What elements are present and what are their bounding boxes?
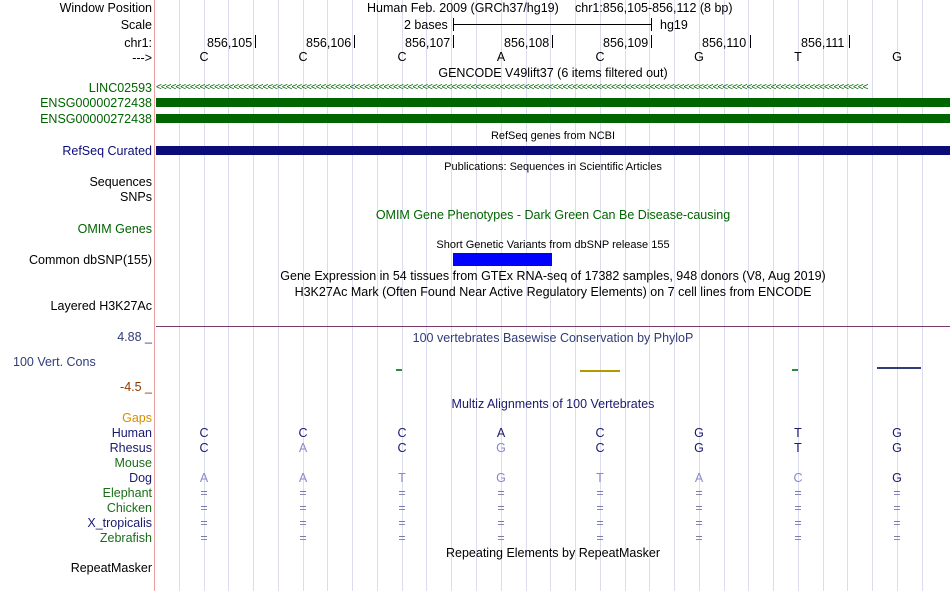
repeatmasker-label[interactable]: RepeatMasker [70,561,152,575]
alignment-base: = [398,516,406,530]
alignment-base: = [794,531,802,545]
alignment-base: G [892,426,902,440]
dbsnp-track-title[interactable]: Short Genetic Variants from dbSNP release 155 [436,239,670,251]
alignment-base: A [199,471,209,485]
alignment-base: T [794,426,802,440]
species-label[interactable]: Mouse [114,456,152,470]
alignment-base: = [299,531,307,545]
species-label[interactable]: Human [111,426,152,440]
alignment-base: = [398,501,406,515]
window-position-label: Window Position [59,1,152,15]
alignment-base: A [496,426,506,440]
alignment-base: G [694,441,704,455]
base: C [199,50,209,64]
base: C [397,50,407,64]
alignment-base: A [694,471,704,485]
db-text: hg19 [660,18,688,32]
gencode-transcript-linc02593[interactable]: <<<<<<<<<<<<<<<<<<<<<<<<<<<<<<<<<<<<<<<<<<<<<<<<<<<<<<<<<<<<<<<<<<<<<<<<<<<<<<<<<<<<<<<<<<<<<<<<<<<<<<<<<<<<<<<<<<<<<<<<<<<<<<<<<<<<<<<<<<<<<<<<<<< [156,82,868,93]
alignment-base: C [397,426,407,440]
coord-label: 856,110 [702,36,747,50]
base: G [694,50,704,64]
species-label[interactable]: Dog [129,471,152,485]
repeatmasker-track-title[interactable]: Repeating Elements by RepeatMasker [445,546,660,560]
h3k27ac-label[interactable]: Layered H3K27Ac [50,299,152,313]
alignment-base: = [299,486,307,500]
alignment-base: = [596,501,604,515]
alignment-base: = [695,486,703,500]
alignment-base: G [694,426,704,440]
alignment-base: = [893,486,901,500]
alignment-base: C [298,426,308,440]
species-label[interactable]: Chicken [106,501,152,515]
alignment-base: = [299,516,307,530]
alignment-base: = [497,516,505,530]
coord-label: 856,108 [504,36,550,50]
refseq-track-title[interactable]: RefSeq genes from NCBI [490,130,616,142]
multiz-track-title[interactable]: Multiz Alignments of 100 Vertebrates [451,397,655,411]
omim-label[interactable]: OMIM Genes [77,222,152,236]
alignment-base: T [596,471,604,485]
alignment-base: = [695,516,703,530]
species-label[interactable]: Rhesus [109,441,152,455]
species-label[interactable]: X_tropicalis [87,516,152,530]
phylop-label[interactable]: 100 Vert. Cons [13,355,96,369]
snps-label[interactable]: SNPs [120,190,152,204]
alignment-base: = [695,531,703,545]
alignment-base: G [496,441,506,455]
alignment-base: A [298,441,308,455]
omim-track-title[interactable]: OMIM Gene Phenotypes - Dark Green Can Be Disease-causing [375,208,731,222]
gencode-track-title[interactable]: GENCODE V49lift37 (6 items filtered out) [438,66,668,80]
gencode-item-label[interactable]: LINC02593 [88,81,152,95]
base: G [892,50,902,64]
phylop-max-label: 4.88 _ [117,330,152,344]
species-label[interactable]: Zebrafish [99,531,152,545]
gencode-transcript-bar[interactable] [156,98,950,107]
species-label[interactable]: Elephant [102,486,152,500]
scale-label: Scale [120,18,152,32]
coord-label: 856,111 [801,36,845,50]
dbsnp-variant-bar[interactable] [453,253,552,266]
alignment-base: = [794,486,802,500]
label-divider [154,0,155,591]
alignment-base: = [200,486,208,500]
alignment-base: = [200,516,208,530]
alignment-base: = [893,501,901,515]
alignment-base: = [893,516,901,530]
gencode-transcript-bar[interactable] [156,114,950,123]
publications-track-title[interactable]: Publications: Sequences in Scientific Articles [444,161,662,173]
alignment-base: = [398,486,406,500]
coord-label: 856,105 [207,36,253,50]
alignment-base: C [595,426,605,440]
alignment-base: C [793,471,803,485]
h3k27ac-track-title[interactable]: H3K27Ac Mark (Often Found Near Active Regulatory Elements) on 7 cell lines from ENCODE [294,285,812,299]
gencode-item-label[interactable]: ENSG00000272438 [40,96,152,110]
alignment-base: = [893,531,901,545]
alignment-base: = [596,486,604,500]
alignment-base: = [299,501,307,515]
base: T [794,50,802,64]
position-text: chr1:856,105-856,112 (8 bp) [575,1,733,15]
alignment-base: A [298,471,308,485]
gencode-item-label[interactable]: ENSG00000272438 [40,112,152,126]
chrom-label: chr1: [124,36,152,50]
alignment-base: = [497,486,505,500]
dbsnp-label[interactable]: Common dbSNP(155) [29,253,152,267]
sequences-label[interactable]: Sequences [89,175,152,189]
alignment-base: T [398,471,406,485]
alignment-base: G [892,441,902,455]
coord-label: 856,107 [405,36,451,50]
alignment-base: = [596,531,604,545]
refseq-label[interactable]: RefSeq Curated [62,144,152,158]
refseq-gene-bar[interactable] [156,146,950,155]
alignment-base: = [497,501,505,515]
scale-text: 2 bases [404,18,448,32]
alignment-base: G [496,471,506,485]
alignment-base: = [596,516,604,530]
alignment-base: = [398,531,406,545]
phylop-min-label: -4.5 _ [120,380,152,394]
alignment-base: C [397,441,407,455]
alignment-base: C [199,441,209,455]
coord-label: 856,106 [306,36,352,50]
alignment-base: = [200,501,208,515]
base: C [298,50,308,64]
alignment-base: = [794,516,802,530]
strand-label: ---> [132,51,152,65]
gaps-label[interactable]: Gaps [122,411,152,425]
alignment-base: C [199,426,209,440]
coord-label: 856,109 [603,36,649,50]
phylop-track-title[interactable]: 100 vertebrates Basewise Conservation by PhyloP [412,331,694,345]
assembly-text: Human Feb. 2009 (GRCh37/hg19) [367,1,559,15]
base: A [496,50,506,64]
base: C [595,50,605,64]
gtex-track-title[interactable]: Gene Expression in 54 tissues from GTEx RNA-seq of 17382 samples, 948 donors (V8, Aug 2019) [280,269,826,283]
alignment-base: G [892,471,902,485]
alignment-base: C [595,441,605,455]
alignment-base: T [794,441,802,455]
h3k27ac-signal-line [156,326,950,327]
alignment-base: = [497,531,505,545]
alignment-base: = [200,531,208,545]
alignment-base: = [794,501,802,515]
alignment-base: = [695,501,703,515]
